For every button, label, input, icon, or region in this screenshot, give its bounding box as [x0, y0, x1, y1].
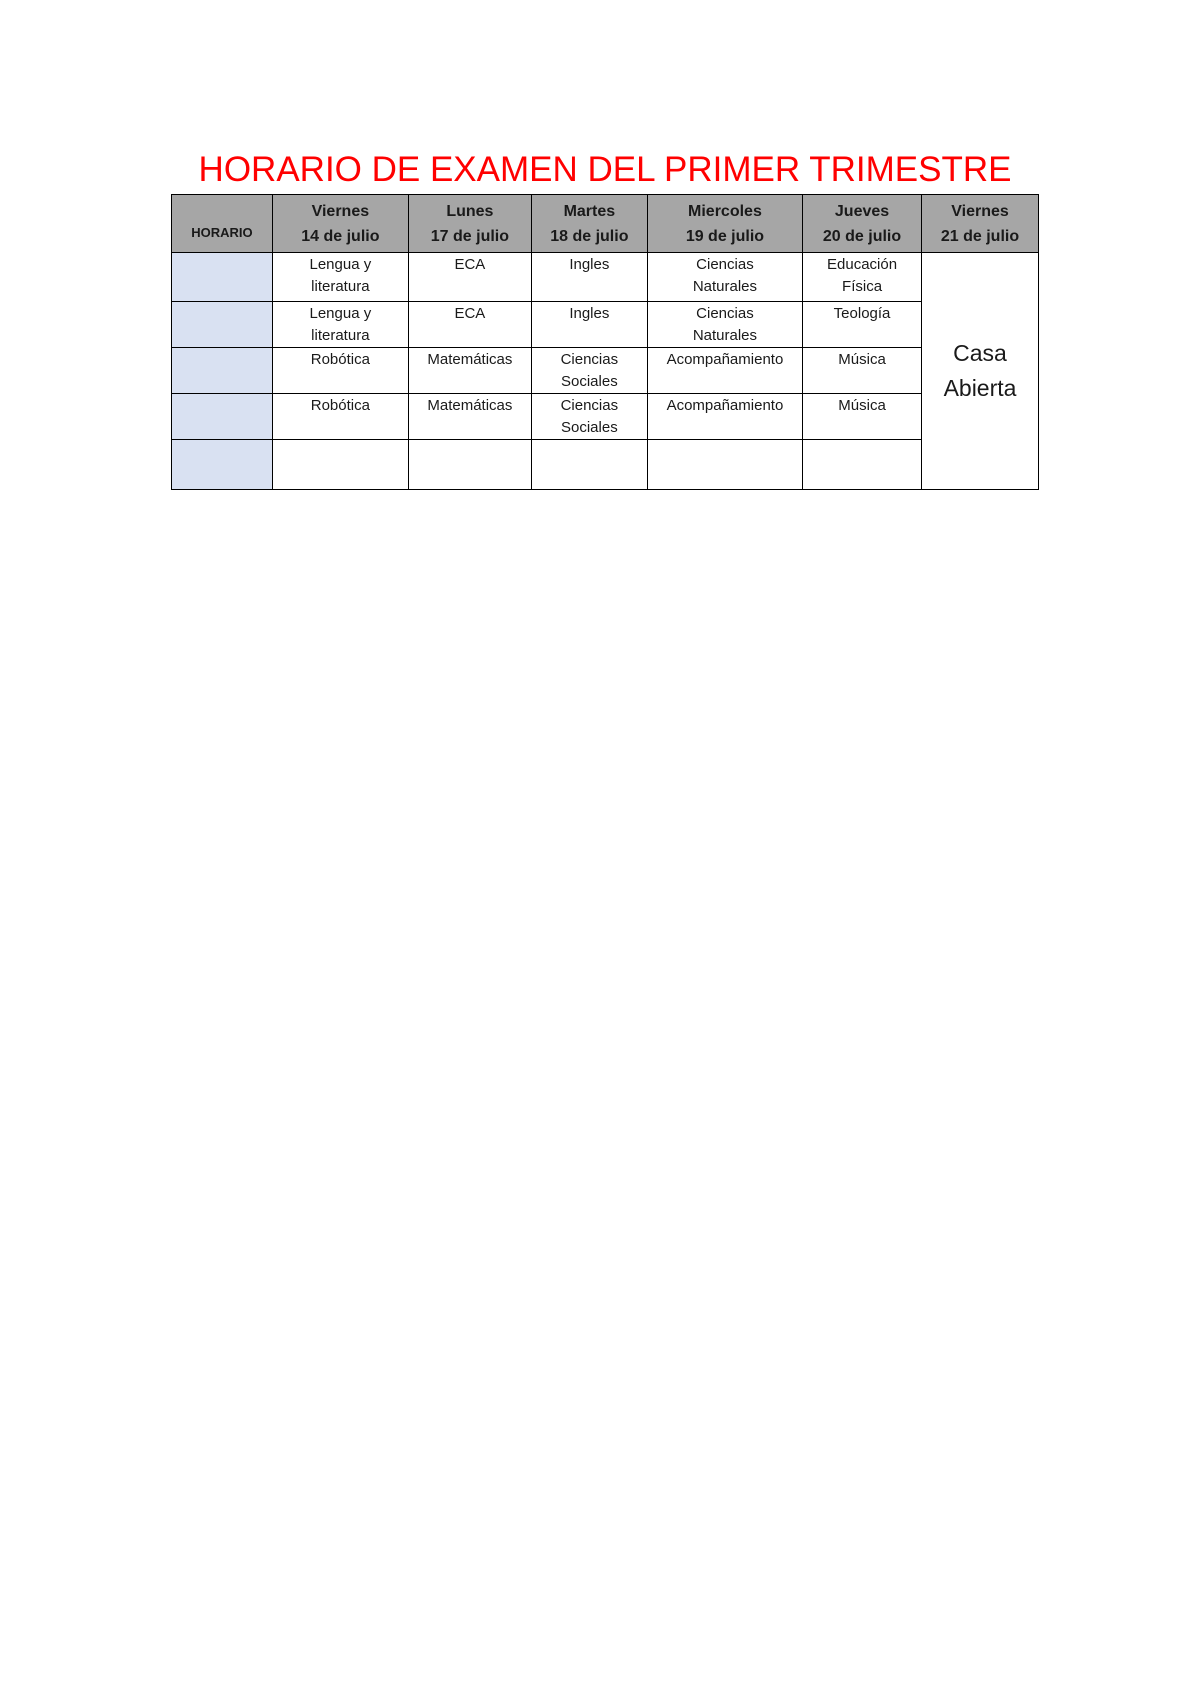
header-day-2	[408, 195, 531, 253]
time-cell	[172, 348, 273, 394]
header-day-label: Martes	[563, 202, 616, 220]
table-cell	[272, 348, 408, 394]
header-day-5	[803, 195, 922, 253]
cell-text	[273, 440, 408, 441]
horario-header	[172, 195, 273, 253]
table-cell	[272, 253, 408, 302]
header-day-6	[922, 195, 1039, 253]
header-day-label: Miercoles	[688, 202, 762, 220]
cell-text: Música	[838, 397, 886, 414]
horario-header-label: HORARIO	[191, 225, 253, 240]
table-cell	[531, 440, 647, 490]
table-cell	[408, 302, 531, 348]
table-row	[172, 348, 1039, 394]
table-cell	[408, 253, 531, 302]
header-date-label: 19 de julio	[685, 227, 765, 245]
cell-text	[409, 440, 531, 441]
cell-text: Música	[838, 351, 886, 368]
table-row	[172, 440, 1039, 490]
cell-text: Matemáticas	[427, 351, 513, 368]
table-cell	[803, 302, 922, 348]
cell-text: Ciencias Naturales	[692, 305, 758, 344]
table-cell	[531, 253, 647, 302]
cell-text: Educación Física	[827, 256, 898, 295]
cell-text: Ingles	[569, 256, 610, 273]
table-cell	[647, 348, 802, 394]
table-cell	[803, 394, 922, 440]
exam-schedule-table	[171, 194, 1039, 490]
header-day-label: Viernes	[311, 202, 370, 220]
header-date-label: 14 de julio	[301, 227, 380, 245]
header-day-4	[647, 195, 802, 253]
casa-abierta-text: Casa Abierta	[943, 340, 1017, 401]
cell-text: Matemáticas	[427, 397, 513, 414]
table-cell	[408, 440, 531, 490]
header-day-3	[531, 195, 647, 253]
table-cell	[531, 302, 647, 348]
header-date-label: 20 de julio	[822, 227, 902, 245]
cell-text: Ingles	[569, 305, 610, 322]
cell-text: ECA	[454, 256, 486, 273]
time-cell	[172, 440, 273, 490]
table-row	[172, 253, 1039, 302]
table-cell	[647, 394, 802, 440]
cell-text: Acompañamiento	[666, 397, 784, 414]
cell-text: Robótica	[310, 351, 370, 368]
cell-text	[532, 440, 647, 441]
table-cell	[272, 394, 408, 440]
table-cell	[272, 440, 408, 490]
cell-text: Lengua y literatura	[309, 305, 372, 344]
table-cell	[408, 348, 531, 394]
cell-text: Ciencias Sociales	[560, 351, 619, 390]
header-day-label: Jueves	[834, 202, 890, 220]
cell-text: Lengua y literatura	[309, 256, 372, 295]
cell-text: Ciencias Naturales	[692, 256, 758, 295]
header-day-1	[272, 195, 408, 253]
header-day-label: Viernes	[951, 202, 1009, 220]
header-date-label: 21 de julio	[940, 227, 1020, 245]
table-cell	[272, 302, 408, 348]
header-date-label: 17 de julio	[430, 227, 510, 245]
cell-text: Teología	[833, 305, 891, 322]
cell-text	[803, 440, 921, 441]
casa-abierta-cell	[922, 253, 1039, 490]
table-cell	[531, 394, 647, 440]
time-cell	[172, 253, 273, 302]
cell-text	[648, 440, 802, 441]
table-cell	[803, 440, 922, 490]
cell-text: Robótica	[310, 397, 370, 414]
table-cell	[531, 348, 647, 394]
cell-text: Acompañamiento	[666, 351, 784, 368]
cell-text: Ciencias Sociales	[560, 397, 619, 436]
cell-text: ECA	[454, 305, 486, 322]
header-day-label: Lunes	[446, 202, 494, 220]
table-row	[172, 302, 1039, 348]
table-cell	[803, 348, 922, 394]
table-cell	[647, 302, 802, 348]
header-date-label: 18 de julio	[550, 227, 629, 245]
table-cell	[408, 394, 531, 440]
table-cell	[647, 440, 802, 490]
table-row	[172, 394, 1039, 440]
table-cell	[803, 253, 922, 302]
header-row	[172, 195, 1039, 253]
table-cell	[647, 253, 802, 302]
time-cell	[172, 302, 273, 348]
page-title: HORARIO DE EXAMEN DEL PRIMER TRIMESTRE	[198, 150, 1012, 189]
time-cell	[172, 394, 273, 440]
